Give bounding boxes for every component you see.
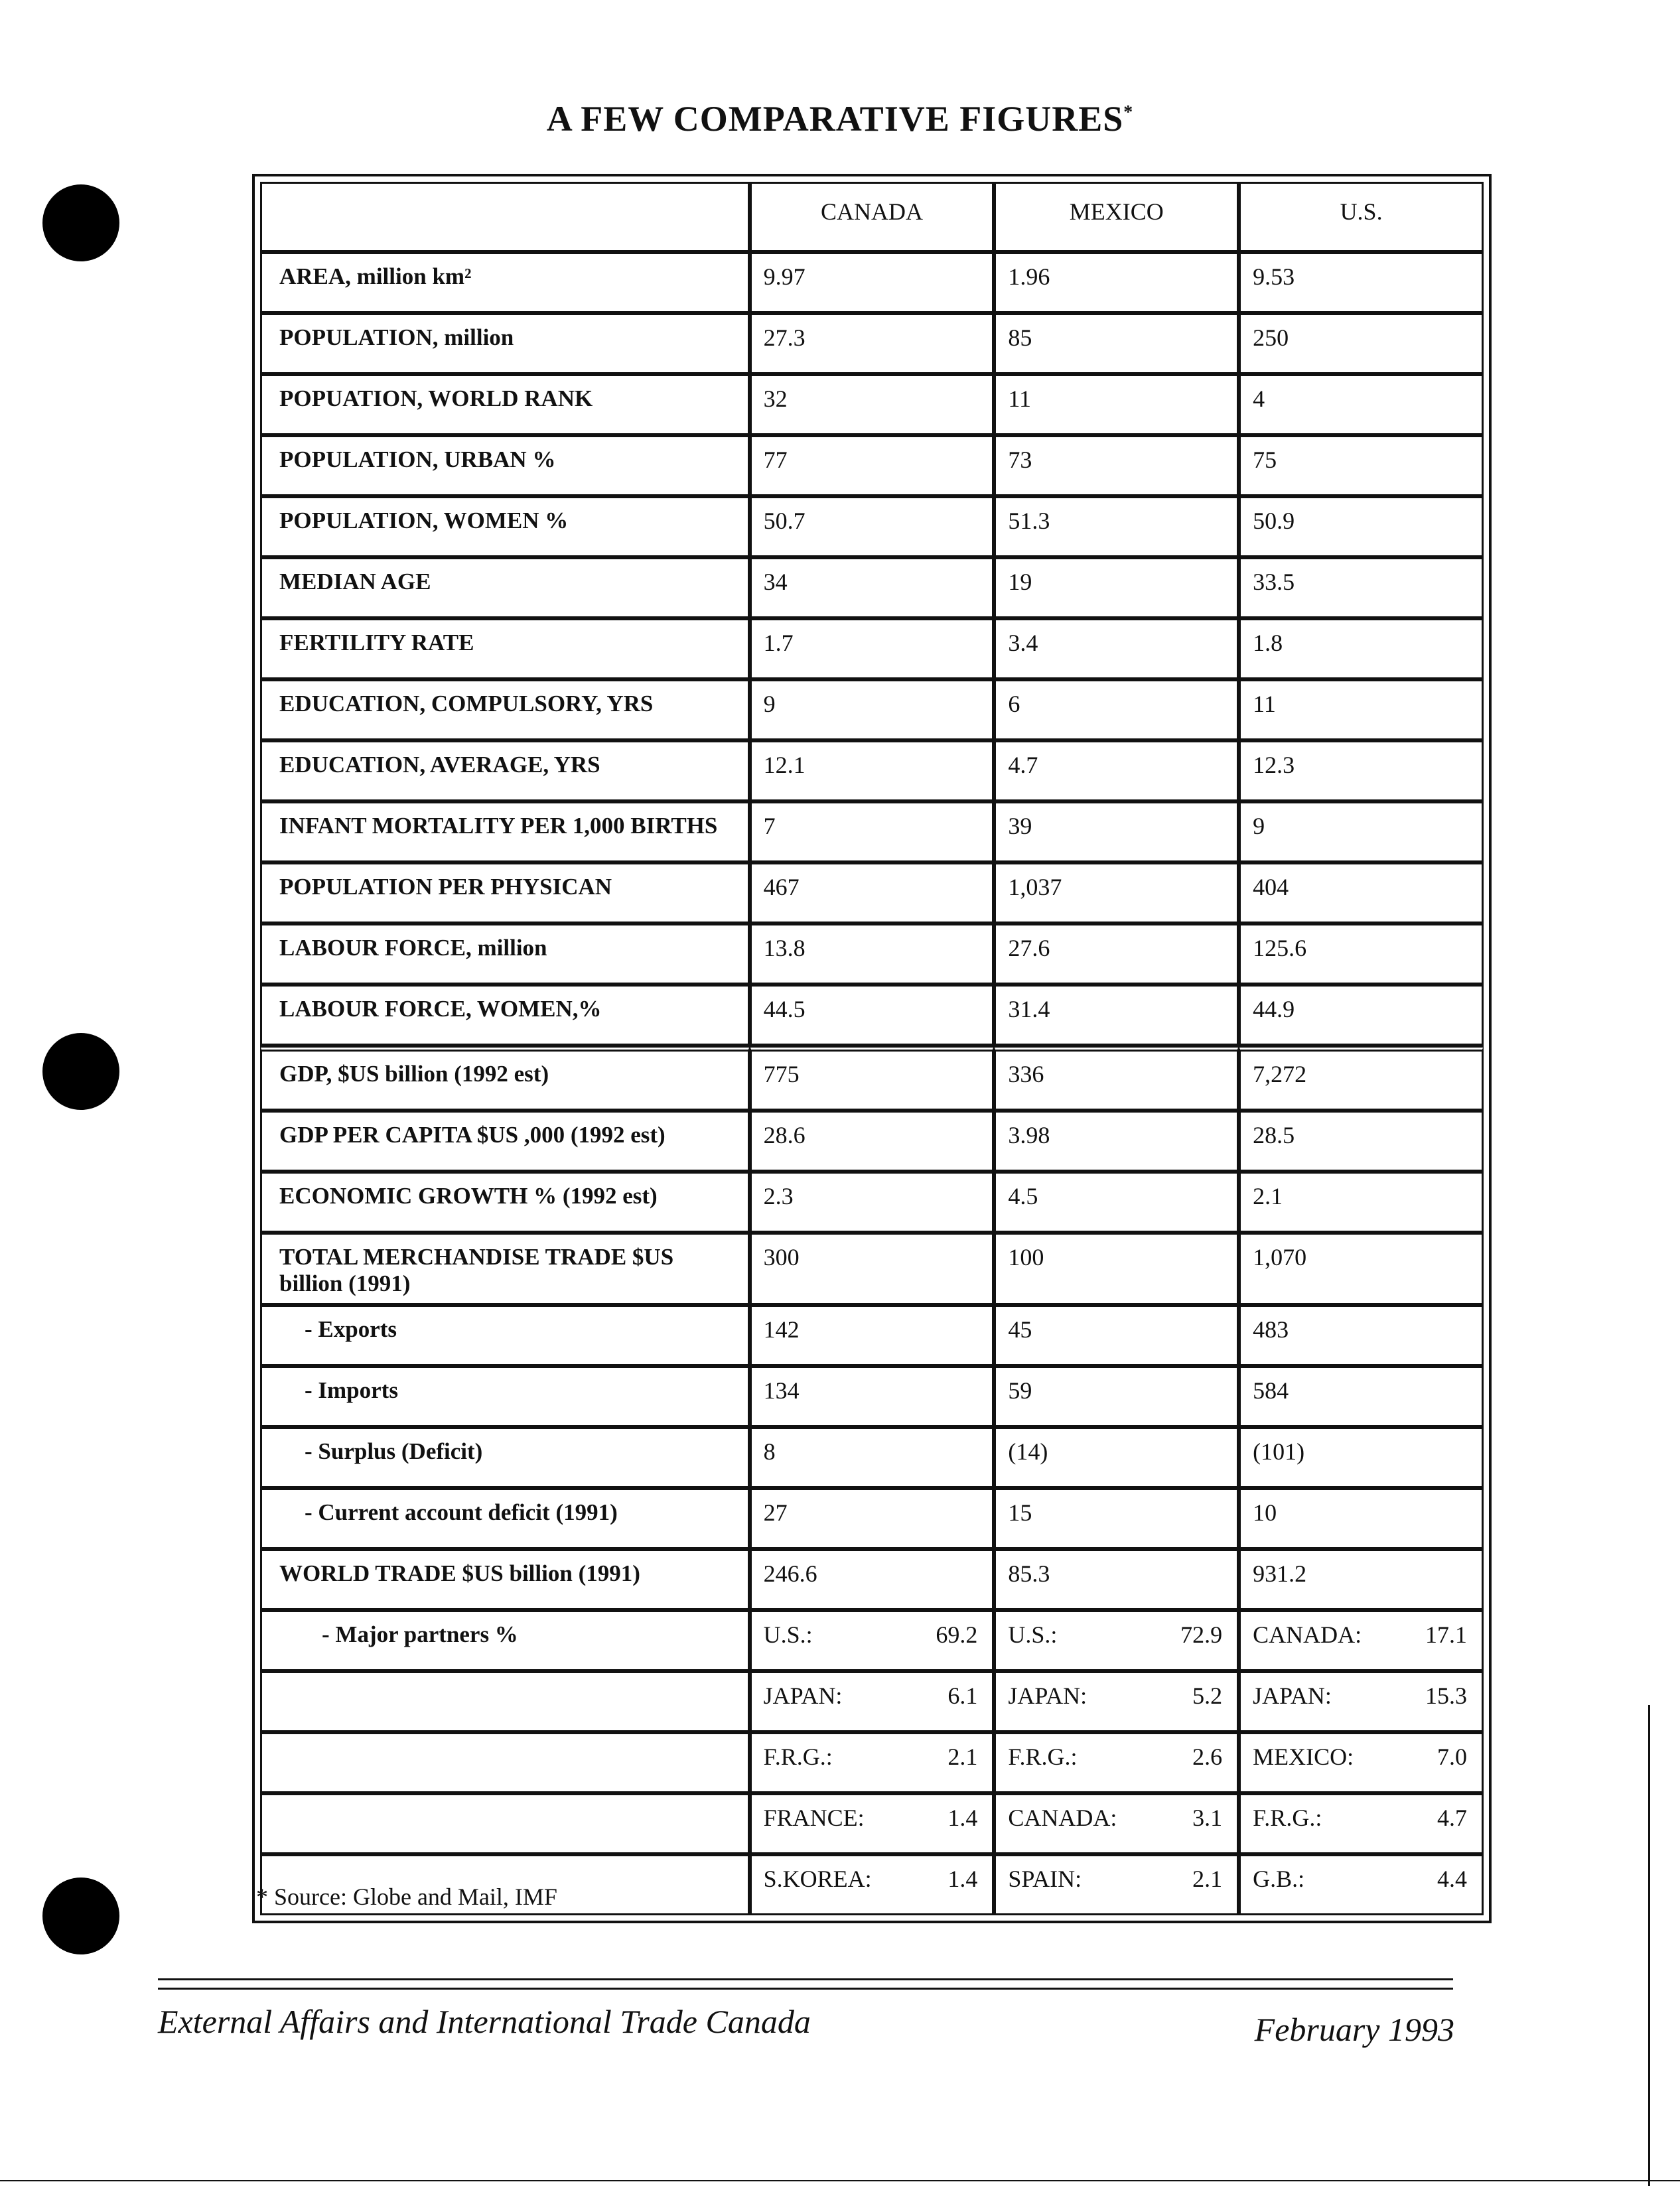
partner-row (260, 1732, 1484, 1793)
row-label: ECONOMIC GROWTH % (1992 est) (260, 1172, 750, 1233)
partner-name: F.R.G.: (1239, 1793, 1410, 1854)
table-row (260, 435, 1484, 496)
value-cell: 8 (750, 1427, 995, 1488)
partner-name: CANADA: (994, 1793, 1165, 1854)
value-cell: 45 (994, 1305, 1239, 1366)
value-cell: 12.3 (1239, 740, 1484, 801)
partner-value: 5.2 (1166, 1671, 1239, 1732)
value-cell: 50.9 (1239, 496, 1484, 557)
value-cell: 27.3 (750, 313, 995, 374)
value-cell: 19 (994, 557, 1239, 618)
binder-hole-middle (42, 1033, 119, 1110)
value-cell: 9.53 (1239, 252, 1484, 313)
row-label: INFANT MORTALITY PER 1,000 BIRTHS (260, 801, 750, 862)
value-cell: 246.6 (750, 1549, 995, 1610)
value-cell: 1.8 (1239, 618, 1484, 679)
footer-rule-top (158, 1978, 1453, 1980)
value-cell: 39 (994, 801, 1239, 862)
value-cell: 3.4 (994, 618, 1239, 679)
partner-name: S.KOREA: (750, 1854, 921, 1915)
value-cell: 4 (1239, 374, 1484, 435)
value-cell: 12.1 (750, 740, 995, 801)
value-cell: 1.7 (750, 618, 995, 679)
value-cell: 77 (750, 435, 995, 496)
value-cell: 2.3 (750, 1172, 995, 1233)
value-cell: 1,070 (1239, 1233, 1484, 1305)
row-label: POPULATION, million (260, 313, 750, 374)
table-row (260, 1111, 1484, 1172)
column-header: MEXICO (994, 182, 1239, 252)
partner-value: 2.6 (1166, 1732, 1239, 1793)
partner-name: FRANCE: (750, 1793, 921, 1854)
row-label: - Imports (260, 1366, 750, 1427)
partner-value: 15.3 (1410, 1671, 1484, 1732)
value-cell: 32 (750, 374, 995, 435)
value-cell: 7 (750, 801, 995, 862)
partner-value: 1.4 (921, 1854, 995, 1915)
value-cell: 13.8 (750, 923, 995, 985)
table-row (260, 801, 1484, 862)
value-cell: 300 (750, 1233, 995, 1305)
partner-name: F.R.G.: (750, 1732, 921, 1793)
row-label: POPULATION, URBAN % (260, 435, 750, 496)
comparison-table-frame (252, 174, 1492, 1923)
value-cell: 27 (750, 1488, 995, 1549)
partner-name: JAPAN: (994, 1671, 1165, 1732)
page-title (0, 98, 1680, 139)
table-row (260, 374, 1484, 435)
value-cell: 11 (994, 374, 1239, 435)
row-label: EDUCATION, AVERAGE, YRS (260, 740, 750, 801)
value-cell: 73 (994, 435, 1239, 496)
partner-value: 69.2 (921, 1610, 995, 1671)
footer-date: February 1993 (1254, 2011, 1454, 2048)
partner-row (260, 1793, 1484, 1854)
row-label: - Exports (260, 1305, 750, 1366)
value-cell: 85 (994, 313, 1239, 374)
table-row (260, 1366, 1484, 1427)
table-row (260, 1172, 1484, 1233)
value-cell: 11 (1239, 679, 1484, 740)
value-cell: 6 (994, 679, 1239, 740)
value-cell: 44.5 (750, 985, 995, 1046)
value-cell: 4.5 (994, 1172, 1239, 1233)
partner-row (260, 1671, 1484, 1732)
row-label: MEDIAN AGE (260, 557, 750, 618)
value-cell: 931.2 (1239, 1549, 1484, 1610)
value-cell: 10 (1239, 1488, 1484, 1549)
partner-value: 2.1 (1166, 1854, 1239, 1915)
partner-value: 72.9 (1166, 1610, 1239, 1671)
partner-name: U.S.: (994, 1610, 1165, 1671)
header-row (260, 182, 1484, 252)
value-cell: 51.3 (994, 496, 1239, 557)
value-cell: 336 (994, 1046, 1239, 1111)
value-cell: 7,272 (1239, 1046, 1484, 1111)
partner-name: U.S.: (750, 1610, 921, 1671)
value-cell: 85.3 (994, 1549, 1239, 1610)
binder-hole-top (42, 184, 119, 261)
value-cell: 9 (1239, 801, 1484, 862)
page-title-text: A FEW COMPARATIVE FIGURES (546, 99, 1124, 139)
table-row (260, 1046, 1484, 1111)
partner-value: 17.1 (1410, 1610, 1484, 1671)
table-row (260, 740, 1484, 801)
value-cell: 50.7 (750, 496, 995, 557)
table-row (260, 1488, 1484, 1549)
row-label: POPUATION, WORLD RANK (260, 374, 750, 435)
partner-name: G.B.: (1239, 1854, 1410, 1915)
column-header: U.S. (1239, 182, 1484, 252)
table-body (260, 182, 1484, 1915)
value-cell: 33.5 (1239, 557, 1484, 618)
table-row (260, 923, 1484, 985)
row-label: GDP, $US billion (1992 est) (260, 1046, 750, 1111)
row-label: AREA, million km² (260, 252, 750, 313)
table-row (260, 679, 1484, 740)
row-label: TOTAL MERCHANDISE TRADE $US billion (1991) (260, 1233, 750, 1305)
partner-name: JAPAN: (750, 1671, 921, 1732)
scan-bottom-line (0, 2180, 1680, 2181)
row-label: - Surplus (Deficit) (260, 1427, 750, 1488)
value-cell: (101) (1239, 1427, 1484, 1488)
value-cell: 483 (1239, 1305, 1484, 1366)
table-row (260, 557, 1484, 618)
footer-rule-bottom (158, 1988, 1453, 1990)
value-cell: 34 (750, 557, 995, 618)
value-cell: 15 (994, 1488, 1239, 1549)
footer-department: External Affairs and International Trade Canada (158, 2003, 811, 2040)
partner-name: CANADA: (1239, 1610, 1410, 1671)
table-row (260, 618, 1484, 679)
row-label: GDP PER CAPITA $US ,000 (1992 est) (260, 1111, 750, 1172)
row-label: POPULATION PER PHYSICAN (260, 862, 750, 923)
partner-value: 1.4 (921, 1793, 995, 1854)
partner-name: F.R.G.: (994, 1732, 1165, 1793)
value-cell: 125.6 (1239, 923, 1484, 985)
value-cell: 31.4 (994, 985, 1239, 1046)
scan-edge-line (1648, 1705, 1650, 2186)
value-cell: 775 (750, 1046, 995, 1111)
table-row (260, 313, 1484, 374)
row-label: WORLD TRADE $US billion (1991) (260, 1549, 750, 1610)
table-row (260, 252, 1484, 313)
value-cell: 28.5 (1239, 1111, 1484, 1172)
row-label (260, 1671, 750, 1732)
value-cell: 9 (750, 679, 995, 740)
partner-value: 6.1 (921, 1671, 995, 1732)
row-label (260, 1793, 750, 1854)
value-cell: 404 (1239, 862, 1484, 923)
value-cell: 1.96 (994, 252, 1239, 313)
partner-value: 4.7 (1410, 1793, 1484, 1854)
value-cell: 1,037 (994, 862, 1239, 923)
value-cell: 9.97 (750, 252, 995, 313)
comparison-table (260, 182, 1484, 1915)
partner-value: 3.1 (1166, 1793, 1239, 1854)
value-cell: 59 (994, 1366, 1239, 1427)
value-cell: 3.98 (994, 1111, 1239, 1172)
partner-value: 2.1 (921, 1732, 995, 1793)
value-cell: 44.9 (1239, 985, 1484, 1046)
row-label: FERTILITY RATE (260, 618, 750, 679)
row-label: - Current account deficit (1991) (260, 1488, 750, 1549)
value-cell: 584 (1239, 1366, 1484, 1427)
title-footnote-mark: * (1123, 102, 1134, 123)
table-row (260, 1549, 1484, 1610)
table-row (260, 496, 1484, 557)
value-cell: 467 (750, 862, 995, 923)
table-row (260, 1427, 1484, 1488)
row-label: LABOUR FORCE, WOMEN,% (260, 985, 750, 1046)
row-label: POPULATION, WOMEN % (260, 496, 750, 557)
binder-hole-bottom (42, 1878, 119, 1954)
partner-name: JAPAN: (1239, 1671, 1410, 1732)
table-row (260, 1233, 1484, 1305)
row-label: EDUCATION, COMPULSORY, YRS (260, 679, 750, 740)
partner-name: MEXICO: (1239, 1732, 1410, 1793)
table-row (260, 1305, 1484, 1366)
value-cell: 75 (1239, 435, 1484, 496)
table-row (260, 862, 1484, 923)
partner-row (260, 1610, 1484, 1671)
partner-name: SPAIN: (994, 1854, 1165, 1915)
value-cell: 142 (750, 1305, 995, 1366)
row-label: - Major partners % (260, 1610, 750, 1671)
value-cell: 250 (1239, 313, 1484, 374)
value-cell: 134 (750, 1366, 995, 1427)
source-footnote: * Source: Globe and Mail, IMF (256, 1883, 557, 1910)
value-cell: 4.7 (994, 740, 1239, 801)
table-row (260, 985, 1484, 1046)
value-cell: 2.1 (1239, 1172, 1484, 1233)
header-corner-cell (260, 182, 750, 252)
row-label: LABOUR FORCE, million (260, 923, 750, 985)
value-cell: 28.6 (750, 1111, 995, 1172)
partner-value: 4.4 (1410, 1854, 1484, 1915)
partner-value: 7.0 (1410, 1732, 1484, 1793)
column-header: CANADA (750, 182, 995, 252)
row-label (260, 1732, 750, 1793)
value-cell: (14) (994, 1427, 1239, 1488)
value-cell: 27.6 (994, 923, 1239, 985)
value-cell: 100 (994, 1233, 1239, 1305)
